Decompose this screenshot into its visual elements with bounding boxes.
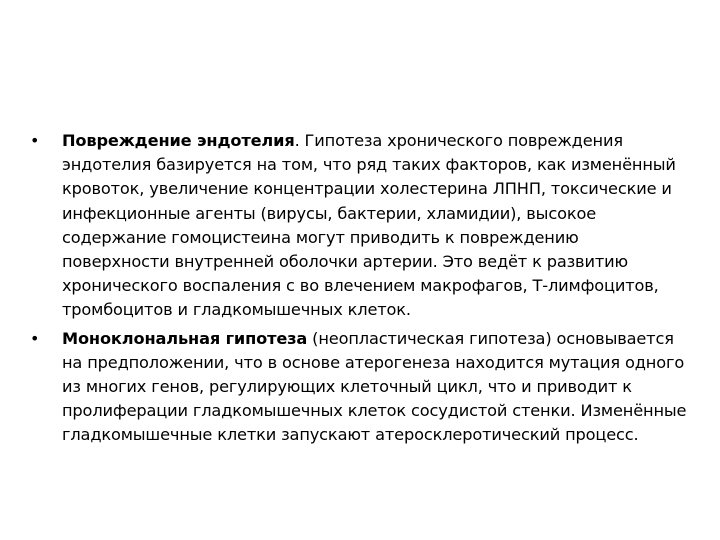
bullet-list [30, 129, 690, 452]
bullet-marker: • [30, 328, 40, 348]
bullet-marker: • [30, 131, 40, 150]
bullet-term: Повреждение эндотелия [62, 131, 295, 150]
bullet-item-endothelial-damage [30, 129, 690, 323]
bullet-text: (неопластическая гипотеза) основывается на предположении, что в основе атерогенеза находится мутация одного из многих генов, регулирующих клеточный цикл, что и приводит к пролиферации гладкомышечных клеток сосудистой стенки. Изменённые гладкомышечные клетки запускают атеросклеротический процесс. [62, 328, 687, 445]
bullet-text: . Гипотеза хронического повреждения эндотелия базируется на том, что ряд таких факторов, как изменённый кровоток, увеличение концентрации холестерина ЛПНП, токсические и инфекционные агенты (вирусы, бактерии, хламидии), высокое содержание гомоцистеина могут приводить к повреждению поверхности внутренней оболочки артерии. Это ведёт к развитию хронического воспаления с во влечением макрофагов, Т-лимфоцитов, тромбоцитов и гладкомышечных клеток. [62, 131, 676, 320]
bullet-item-monoclonal-hypothesis [30, 327, 690, 448]
bullet-term: Моноклональная гипотеза [62, 328, 308, 348]
